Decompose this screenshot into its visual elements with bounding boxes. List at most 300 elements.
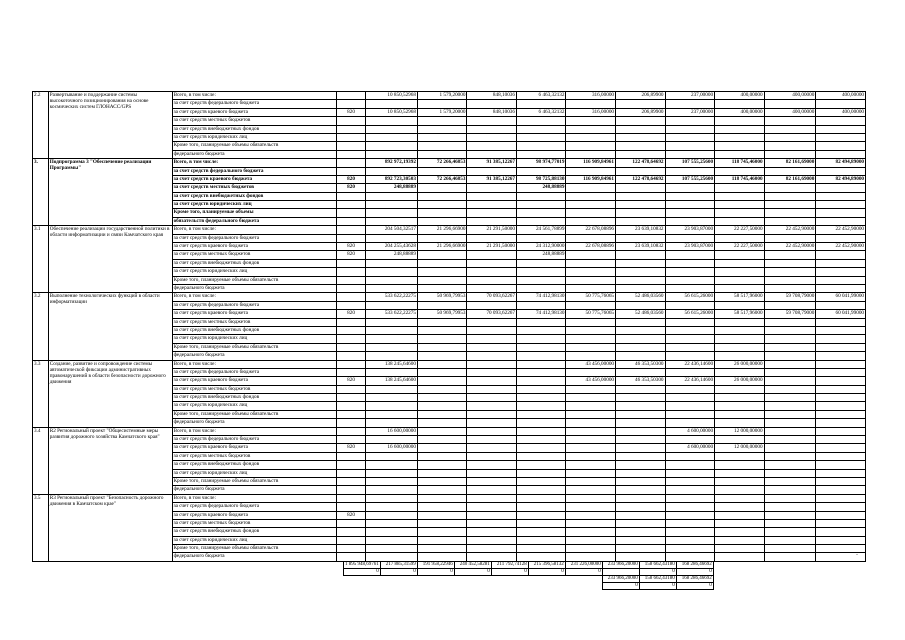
year-amount [417, 444, 467, 452]
year-amount [715, 461, 765, 469]
year-amount [764, 444, 816, 452]
measure-name: Выполнение технологических функций в области информатизации [48, 293, 172, 360]
year-amount [467, 360, 517, 368]
year-amount [516, 410, 566, 418]
year-amount [715, 234, 765, 242]
year-amount: 50 969,79953 [417, 293, 467, 301]
year-amount: 107 555,25600 [665, 175, 715, 183]
year-amount [417, 352, 467, 360]
year-amount [417, 276, 467, 284]
year-amount [715, 318, 765, 326]
year-amount [566, 477, 616, 485]
total-amount [366, 259, 418, 267]
gr-code [336, 125, 365, 133]
year-amount [616, 335, 666, 343]
year-amount [715, 192, 765, 200]
year-amount [665, 142, 715, 150]
year-amount [566, 352, 616, 360]
year-amount [665, 234, 715, 242]
gr-code [336, 452, 365, 460]
year-amount [715, 251, 765, 259]
year-amount: 74 412,98130 [516, 293, 566, 301]
year-amount [715, 436, 765, 444]
year-amount [816, 217, 866, 225]
year-amount [764, 419, 816, 427]
year-amount [467, 125, 517, 133]
year-amount [665, 394, 715, 402]
total-amount [366, 117, 418, 125]
year-amount: 24 312,90000 [516, 243, 566, 251]
total-amount: 892 723,30503 [366, 175, 418, 183]
year-amount [816, 343, 866, 351]
year-amount [467, 461, 517, 469]
year-amount [417, 142, 467, 150]
year-amount [715, 201, 765, 209]
year-amount [467, 318, 517, 326]
funding-source: Всего, в том числе: [172, 360, 336, 368]
year-amount [665, 209, 715, 217]
year-amount: 12 000,00000 [715, 427, 765, 435]
year-amount: 237,00000 [665, 92, 715, 100]
gr-code [336, 318, 365, 326]
year-amount [417, 536, 467, 544]
funding-source: Всего, в том числе: [172, 427, 336, 435]
gr-code [336, 519, 365, 527]
year-amount [665, 335, 715, 343]
year-amount: 118 745,46000 [715, 175, 765, 183]
gr-code: 820 [336, 184, 365, 192]
year-amount [516, 477, 566, 485]
year-amount [665, 410, 715, 418]
funding-source: федерального бюджета [172, 553, 336, 561]
total-amount: 204 255,43628 [366, 243, 418, 251]
funding-source: федерального бюджета [172, 352, 336, 360]
gr-code [336, 360, 365, 368]
year-amount [467, 436, 517, 444]
year-amount: 91 385,12267 [467, 175, 517, 183]
totals-value: 168 286,46692 [676, 562, 713, 569]
measure-name: R2 Региональный проект "Общесистемные меры развития дорожного хозяйства Камчатского края" [48, 427, 172, 494]
year-amount [715, 133, 765, 141]
year-amount [665, 402, 715, 410]
year-amount [516, 150, 566, 158]
year-amount [417, 394, 467, 402]
year-amount [417, 410, 467, 418]
year-amount [566, 469, 616, 477]
year-amount [665, 511, 715, 519]
year-amount [467, 536, 517, 544]
total-amount [366, 150, 418, 158]
gr-code: 820 [336, 511, 365, 519]
year-amount [665, 201, 715, 209]
year-amount [467, 494, 517, 502]
year-amount [566, 259, 616, 267]
total-amount [366, 318, 418, 326]
year-amount [616, 528, 666, 536]
year-amount [516, 377, 566, 385]
total-amount [366, 494, 418, 502]
totals-value: 0 [565, 569, 602, 576]
year-amount: 59 708,79000 [764, 293, 816, 301]
year-amount: 24 561,78899 [516, 226, 566, 234]
year-amount [417, 494, 467, 502]
row-number: 3.4 [33, 427, 49, 494]
gr-code [336, 201, 365, 209]
year-amount: 91 385,12267 [467, 159, 517, 167]
measure-name: Развертывание и поддержание системы высокоточного позиционирования на основе космических систем ГЛОНАСС/GPS [48, 92, 172, 159]
measure-name: Создание, развитие и сопровождение системы автоматической фиксации административных правонарушений в области безопасности дорожного движения [48, 360, 172, 427]
year-amount [816, 201, 866, 209]
year-amount [417, 100, 467, 108]
year-amount [816, 167, 866, 175]
year-amount [616, 284, 666, 292]
year-amount: 60 041,99000 [816, 293, 866, 301]
year-amount [764, 284, 816, 292]
gr-code [336, 150, 365, 158]
gr-code [336, 326, 365, 334]
year-amount [665, 343, 715, 351]
total-amount [366, 545, 418, 553]
year-amount [715, 469, 765, 477]
gr-code: 820 [336, 310, 365, 318]
year-amount [665, 100, 715, 108]
year-amount [665, 259, 715, 267]
year-amount [566, 284, 616, 292]
year-amount [616, 511, 666, 519]
year-amount [764, 184, 816, 192]
year-amount [516, 201, 566, 209]
totals-blank [417, 576, 454, 583]
year-amount [417, 461, 467, 469]
year-amount [467, 368, 517, 376]
table-row [33, 494, 866, 502]
year-amount [665, 150, 715, 158]
year-amount [764, 133, 816, 141]
funding-source: Всего, в том числе: [172, 159, 336, 167]
year-amount: 46 353,50300 [616, 377, 666, 385]
year-amount [616, 436, 666, 444]
funding-source: за счет средств федерального бюджета [172, 503, 336, 511]
total-amount [366, 284, 418, 292]
total-amount: 892 972,19392 [366, 159, 418, 167]
funding-source: за счет средств внебюджетных фондов [172, 394, 336, 402]
year-amount [816, 427, 866, 435]
year-amount: 82 494,89000 [816, 175, 866, 183]
year-amount [816, 419, 866, 427]
year-amount [665, 352, 715, 360]
year-amount [764, 201, 816, 209]
total-amount [366, 385, 418, 393]
year-amount [566, 142, 616, 150]
totals-value: 0 [676, 583, 713, 590]
year-amount [417, 486, 467, 494]
year-amount [715, 343, 765, 351]
totals-value: 0 [380, 569, 417, 576]
year-amount [516, 125, 566, 133]
year-amount [616, 326, 666, 334]
year-amount: 206,89900 [616, 108, 666, 116]
funding-source: Всего, в том числе: [172, 494, 336, 502]
funding-source: за счет средств краевого бюджета [172, 444, 336, 452]
year-amount [566, 461, 616, 469]
year-amount [816, 284, 866, 292]
year-amount [816, 192, 866, 200]
year-amount [516, 511, 566, 519]
year-amount [516, 209, 566, 217]
year-amount [467, 335, 517, 343]
year-amount [616, 318, 666, 326]
year-amount [467, 528, 517, 536]
year-amount [665, 268, 715, 276]
year-amount: 58 517,96000 [715, 310, 765, 318]
year-amount [616, 100, 666, 108]
totals-value: 0 [639, 569, 676, 576]
budget-table [32, 91, 866, 562]
year-amount [417, 234, 467, 242]
row-number: 3.2 [33, 293, 49, 360]
funding-source: за счет средств местных бюджетов [172, 519, 336, 527]
total-amount: 248,88889 [366, 251, 418, 259]
year-amount [816, 436, 866, 444]
funding-source: за счет средств внебюджетных фондов [172, 259, 336, 267]
year-amount [417, 326, 467, 334]
row-number: 2.2 [33, 92, 49, 159]
year-amount [417, 528, 467, 536]
year-amount: 116 909,84961 [566, 159, 616, 167]
gr-code [336, 133, 365, 141]
funding-source: за счет средств внебюджетных фондов [172, 461, 336, 469]
funding-source: за счет средств местных бюджетов [172, 452, 336, 460]
year-amount [616, 368, 666, 376]
gr-code [336, 167, 365, 175]
year-amount [816, 352, 866, 360]
total-amount [366, 343, 418, 351]
year-amount: 237,00000 [665, 108, 715, 116]
year-amount: 23 639,10832 [616, 226, 666, 234]
year-amount [467, 402, 517, 410]
funding-source: Кроме того, планируемые объемы обязательств [172, 410, 336, 418]
year-amount [665, 477, 715, 485]
year-amount: 118 745,46000 [715, 159, 765, 167]
year-amount [764, 545, 816, 553]
year-amount [566, 402, 616, 410]
gr-code [336, 402, 365, 410]
year-amount [467, 352, 517, 360]
year-amount [417, 436, 467, 444]
totals-value: 0 [528, 569, 565, 576]
gr-code: 820 [336, 108, 365, 116]
year-amount [665, 436, 715, 444]
gr-code: 820 [336, 175, 365, 183]
year-amount [467, 209, 517, 217]
total-amount [366, 100, 418, 108]
total-amount [366, 133, 418, 141]
year-amount: 23 903,87000 [665, 243, 715, 251]
year-amount [516, 519, 566, 527]
year-amount [467, 184, 517, 192]
year-amount [566, 394, 616, 402]
year-amount [665, 192, 715, 200]
year-amount [566, 209, 616, 217]
year-amount [665, 133, 715, 141]
total-amount [366, 402, 418, 410]
year-amount [616, 477, 666, 485]
year-amount [516, 528, 566, 536]
year-amount [816, 184, 866, 192]
year-amount [764, 150, 816, 158]
gr-code [336, 477, 365, 485]
year-amount: 4 600,00000 [665, 427, 715, 435]
year-amount [715, 452, 765, 460]
year-amount [467, 503, 517, 511]
year-amount [467, 343, 517, 351]
funding-source: за счет средств краевого бюджета [172, 108, 336, 116]
year-amount [816, 368, 866, 376]
totals-value: 211 792,74128 [491, 562, 528, 569]
year-amount [764, 343, 816, 351]
year-amount: 58 517,96000 [715, 293, 765, 301]
year-amount [816, 377, 866, 385]
year-amount [467, 217, 517, 225]
measure-name: R3 Региональный проект "Безопасность дорожного движения в Камчатском крае" [48, 494, 172, 561]
year-amount [616, 385, 666, 393]
year-amount [516, 436, 566, 444]
year-amount [516, 368, 566, 376]
funding-source: за счет средств федерального бюджета [172, 100, 336, 108]
gr-code [336, 293, 365, 301]
year-amount [467, 444, 517, 452]
totals-row [344, 576, 714, 583]
year-amount [665, 486, 715, 494]
total-amount [366, 125, 418, 133]
totals-blank [380, 576, 417, 583]
year-amount [566, 427, 616, 435]
year-amount: 43 456,00000 [566, 360, 616, 368]
year-amount [566, 125, 616, 133]
year-amount [816, 301, 866, 309]
total-amount: 16 600,00000 [366, 444, 418, 452]
year-amount [715, 368, 765, 376]
year-amount [467, 133, 517, 141]
year-amount [715, 519, 765, 527]
totals-table [343, 561, 714, 590]
year-amount [616, 133, 666, 141]
year-amount [764, 477, 816, 485]
gr-code [336, 352, 365, 360]
gr-code [336, 217, 365, 225]
year-amount [417, 402, 467, 410]
gr-code [336, 209, 365, 217]
year-amount [516, 394, 566, 402]
funding-source: за счет средств юридических лиц [172, 268, 336, 276]
funding-source: за счет средств федерального бюджета [172, 436, 336, 444]
year-amount [715, 394, 765, 402]
year-amount: 98 725,88130 [516, 175, 566, 183]
row-number: 3.5 [33, 494, 49, 561]
year-amount [665, 452, 715, 460]
year-amount [715, 284, 765, 292]
gr-code: 820 [336, 251, 365, 259]
year-amount [417, 251, 467, 259]
totals-row [344, 569, 714, 576]
year-amount [816, 553, 866, 561]
year-amount: 22 227,50000 [715, 226, 765, 234]
year-amount [516, 503, 566, 511]
funding-source: за счет средств юридических лиц [172, 133, 336, 141]
year-amount [616, 503, 666, 511]
year-amount [516, 469, 566, 477]
year-amount [616, 268, 666, 276]
year-amount [715, 167, 765, 175]
funding-source: федерального бюджета [172, 150, 336, 158]
funding-source: за счет средств внебюджетных фондов [172, 326, 336, 334]
year-amount: 6 463,32132 [516, 108, 566, 116]
year-amount: 60 041,99000 [816, 310, 866, 318]
total-amount [366, 469, 418, 477]
year-amount [764, 100, 816, 108]
year-amount [516, 234, 566, 242]
year-amount [816, 519, 866, 527]
year-amount: 400,00000 [764, 108, 816, 116]
year-amount: 26 000,00000 [715, 360, 765, 368]
total-amount [366, 217, 418, 225]
year-amount: 50 969,79953 [417, 310, 467, 318]
funding-source: за счет средств местных бюджетов [172, 117, 336, 125]
year-amount: 22 436,14600 [665, 377, 715, 385]
year-amount [665, 545, 715, 553]
year-amount [467, 284, 517, 292]
gr-code: 820 [336, 243, 365, 251]
year-amount [566, 234, 616, 242]
year-amount [816, 276, 866, 284]
year-amount [665, 528, 715, 536]
funding-source: за счет средств местных бюджетов [172, 251, 336, 259]
funding-source: за счет средств федерального бюджета [172, 167, 336, 175]
year-amount [816, 477, 866, 485]
year-amount [566, 385, 616, 393]
year-amount [715, 326, 765, 334]
year-amount [764, 142, 816, 150]
year-amount: 21 296,66900 [417, 226, 467, 234]
total-amount [366, 142, 418, 150]
year-amount [616, 201, 666, 209]
year-amount: 72 266,46853 [417, 175, 467, 183]
year-amount: 1 579,20000 [417, 108, 467, 116]
gr-code [336, 276, 365, 284]
year-amount [467, 394, 517, 402]
year-amount [417, 125, 467, 133]
year-amount [816, 150, 866, 158]
year-amount [764, 276, 816, 284]
year-amount [467, 234, 517, 242]
gr-code [336, 226, 365, 234]
funding-source: за счет средств юридических лиц [172, 201, 336, 209]
totals-blank [344, 583, 381, 590]
year-amount: 316,00000 [566, 108, 616, 116]
year-amount [467, 477, 517, 485]
year-amount [715, 528, 765, 536]
year-amount [715, 419, 765, 427]
total-amount [366, 452, 418, 460]
year-amount [516, 444, 566, 452]
year-amount [467, 117, 517, 125]
totals-value: 1 895 948,69761 [345, 562, 379, 568]
year-amount [417, 503, 467, 511]
gr-code [336, 436, 365, 444]
year-amount [764, 192, 816, 200]
year-amount [616, 117, 666, 125]
year-amount [616, 545, 666, 553]
